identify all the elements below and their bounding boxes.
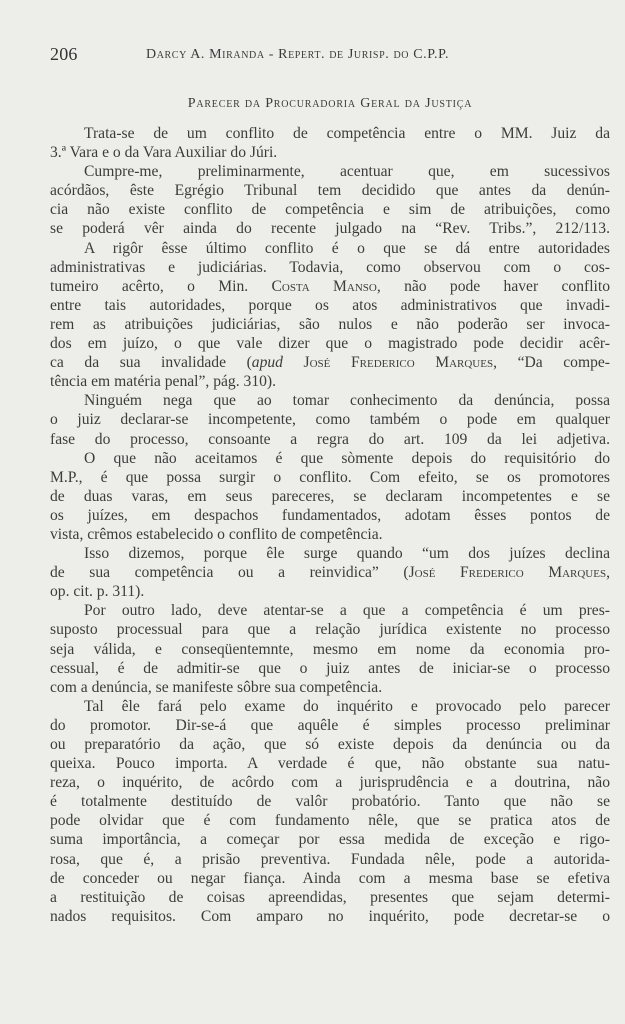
text-line: reza, o inquérito, de acôrdo com a jurisprudência e a doutrina, não (50, 774, 610, 792)
paragraph (50, 449, 610, 544)
text-line: Cumpre-me, preliminarmente, acentuar que, em sucessivos (84, 163, 610, 181)
text-line: 3.ª Vara e o da Vara Auxiliar do Júri. (50, 144, 278, 162)
text-line: o juiz declarar-se incompetente, como também o pode em qualquer (50, 411, 610, 429)
text-line: seja válida, e conseqüentemnte, mesmo em nome da economia pro- (50, 640, 610, 658)
text-line: Isso dizemos, porque êle surge quando “um dos juízes declina (84, 545, 610, 563)
text-run: ca da sua invalidade ( (50, 354, 252, 372)
running-head (50, 44, 610, 68)
text-line: op. cit. p. 311). (50, 583, 145, 601)
text-run: , não pode haver conflito (376, 277, 610, 295)
text-line: queixa. Pouco importa. A verdade é que, não obstante sua natu- (50, 755, 610, 773)
text-line: vista, crêmos estabelecido o conflito de competência. (50, 525, 383, 543)
text-line: de duas varas, em seus pareceres, se declaram incompetentes e se (50, 487, 610, 505)
text-line (50, 277, 610, 296)
text-line: rem as atribuições judiciárias, são nulos e não poderão ser invoca- (50, 315, 610, 333)
text-line: suma importância, a começar por essa medida de exceção e rigo- (50, 831, 610, 849)
text-line: com a denúncia, se manifeste sôbre sua competência. (50, 678, 383, 696)
text-line: tência em matéria penal”, pág. 310). (50, 373, 277, 391)
text-line: Por outro lado, deve atentar-se a que a competência é um pres- (84, 602, 610, 620)
text-line: A rigôr êsse último conflito é o que se dá entre autoridades (84, 239, 610, 257)
text-line: se poderá vêr ainda do recente julgado na “Rev. Tribs.”, 212/113. (50, 220, 610, 238)
text-line: entre tais autoridades, porque os atos administrativos que invadi- (50, 296, 610, 314)
text-line: M.P., é que possa surgir o conflito. Com efeito, se os promotores (50, 468, 610, 486)
text-line: suposto processual para que a relação jurídica existente no processo (50, 621, 610, 639)
paragraph (50, 697, 610, 926)
body-text (50, 124, 610, 926)
text-line: cia não existe conflito de competência e sim de atribuições, como (50, 201, 610, 219)
text-run: , “Da compe- (493, 354, 610, 372)
running-title: Darcy A. Miranda - Repert. de Jurisp. do C.P.P. (146, 47, 450, 62)
section-title: Parecer da Procuradoria Geral da Justiça (187, 96, 473, 111)
text-line: Trata-se de um conflito de competência entre o MM. Juiz da (84, 125, 610, 142)
text-line: a restituição de coisas apreendidas, presentes que sejam determi- (50, 888, 610, 906)
paragraph (50, 544, 610, 601)
paragraph (50, 162, 610, 238)
author-name: José Frederico Marques (303, 354, 494, 372)
page-number: 206 (50, 44, 78, 64)
text-line: administrativas e judiciárias. Todavia, como observou com o cos- (50, 258, 610, 276)
paragraph (50, 239, 610, 392)
author-name: Costa Manso (271, 277, 377, 295)
text-line: do promotor. Dir-se-á que aquêle é simples processo preliminar (50, 716, 610, 734)
text-line: pode olvidar que é com fundamento nêle, que se pratica atos de (50, 812, 610, 830)
text-line: Tal êle fará pelo exame do inquérito e provocado pelo parecer (84, 697, 610, 715)
paragraph (50, 124, 610, 162)
author-name: José Frederico Marques (408, 564, 607, 582)
text-line: Ninguém nega que ao tomar conhecimento da denúncia, possa (84, 392, 610, 410)
text-line: O que não aceitamos é que sòmente depois do requisitório do (84, 449, 610, 467)
text-line (50, 563, 610, 582)
text-line: cessual, é de admitir-se que o juiz antes de iniciar-se o processo (50, 659, 610, 677)
text-line: ou preparatório da ação, que só existe depois da denúncia ou da (50, 736, 610, 753)
text-line: fase do processo, consoante a regra do art. 109 da lei adjetiva. (50, 430, 610, 448)
text-line (50, 353, 610, 372)
text-line: rosa, que é, a prisão preventiva. Fundada nêle, pode a autorida- (50, 850, 610, 868)
text-run: tumeiro acêrto, o Min. (50, 277, 272, 295)
text-run: , (606, 564, 610, 582)
text-line: os juízes, em despachos fundamentados, adotam êsses pontos de (50, 506, 610, 524)
paragraph (50, 601, 610, 696)
text-line: acórdãos, êste Egrégio Tribunal tem decidido que antes da denún- (50, 182, 610, 200)
text-line: é totalmente destituído de valôr probatório. Tanto que não se (50, 793, 610, 811)
text-line: dos em juízo, o que vale dizer que o magistrado pode decidir acêr- (50, 335, 610, 353)
text-line: nados requisitos. Com amparo no inquérito, pode decretar-se o (50, 907, 610, 925)
paragraph (50, 391, 610, 448)
text-line: de conceder ou negar fiança. Ainda com a mesma base se efetiva (50, 869, 610, 887)
text-run: de sua competência ou a reinvidica” ( (50, 564, 409, 582)
latin-term: apud (251, 354, 283, 372)
